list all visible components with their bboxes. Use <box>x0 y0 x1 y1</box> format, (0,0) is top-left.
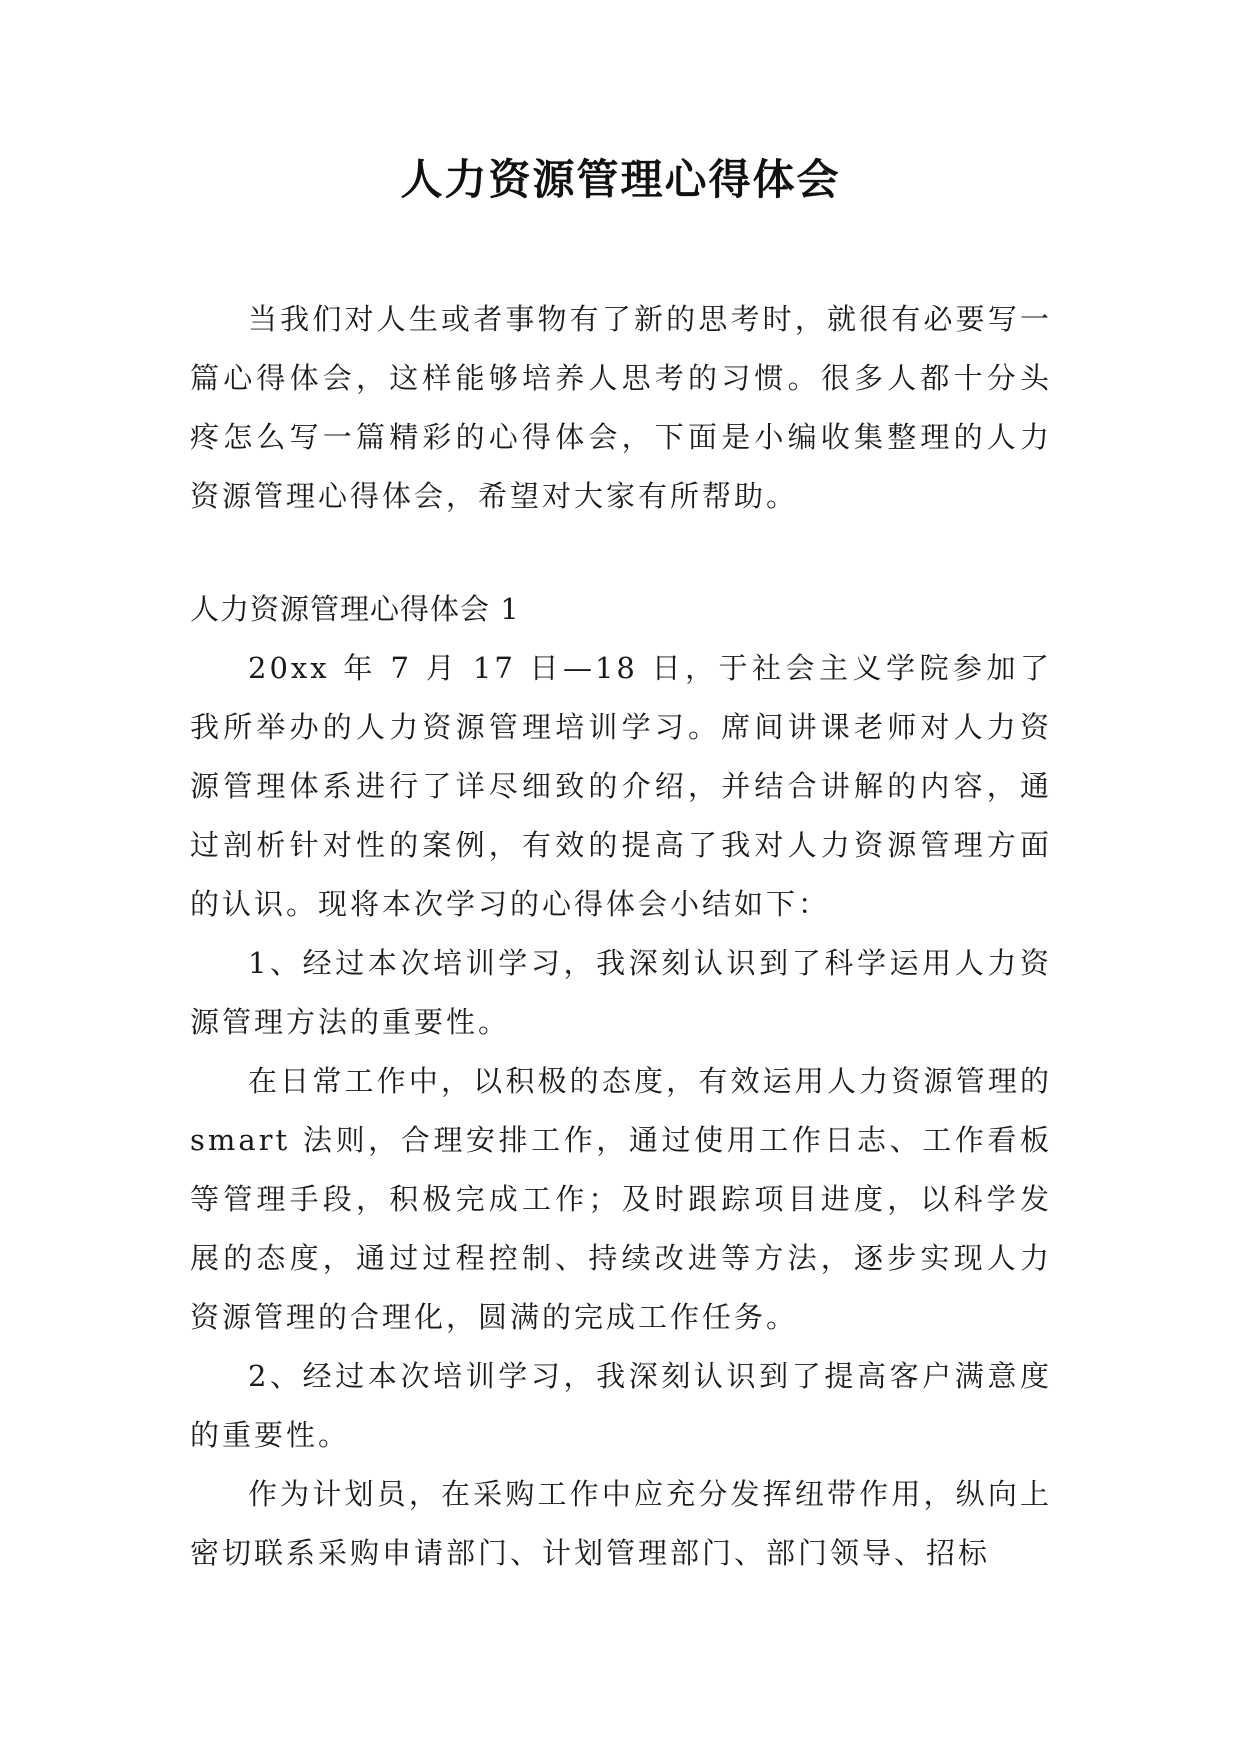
body-paragraph: 2、经过本次培训学习，我深刻认识到了提高客户满意度的重要性。 <box>190 1359 1052 1452</box>
body-paragraph: 在日常工作中，以积极的态度，有效运用人力资源管理的 smart 法则，合理安排工作，通过使用工作日志、工作看板等管理手段，积极完成工作；及时跟踪项目进度，以科学发展的态度，通过过程控制、持续改进等方法，逐步实现人力资源管理的合理化，圆满的完成工作任务。 <box>190 1064 1052 1334</box>
body-paragraph: 作为计划员，在采购工作中应充分发挥纽带作用，纵向上密切联系采购申请部门、计划管理部门、部门领导、招标 <box>190 1477 1052 1570</box>
document-body <box>190 290 1052 1583</box>
intro-paragraph: 当我们对人生或者事物有了新的思考时，就很有必要写一篇心得体会，这样能够培养人思考的习惯。很多人都十分头疼怎么写一篇精彩的心得体会，下面是小编收集整理的人力资源管理心得体会，希望对大家有所帮助。 <box>190 302 1052 513</box>
body-paragraph: 1、经过本次培训学习，我深刻认识到了科学运用人力资源管理方法的重要性。 <box>190 946 1052 1039</box>
document-title: 人力资源管理心得体会 <box>400 155 841 204</box>
paragraph-spacer <box>190 526 1052 580</box>
body-paragraph: 20xx 年 7 月 17 日—18 日，于社会主义学院参加了我所举办的人力资源管理培训学习。席间讲课老师对人力资源管理体系进行了详尽细致的介绍，并结合讲解的内容，通过剖析针对性的案例，有效的提高了我对人力资源管理方面的认识。现将本次学习的心得体会小结如下： <box>190 651 1052 921</box>
section-heading: 人力资源管理心得体会 1 <box>190 592 520 626</box>
